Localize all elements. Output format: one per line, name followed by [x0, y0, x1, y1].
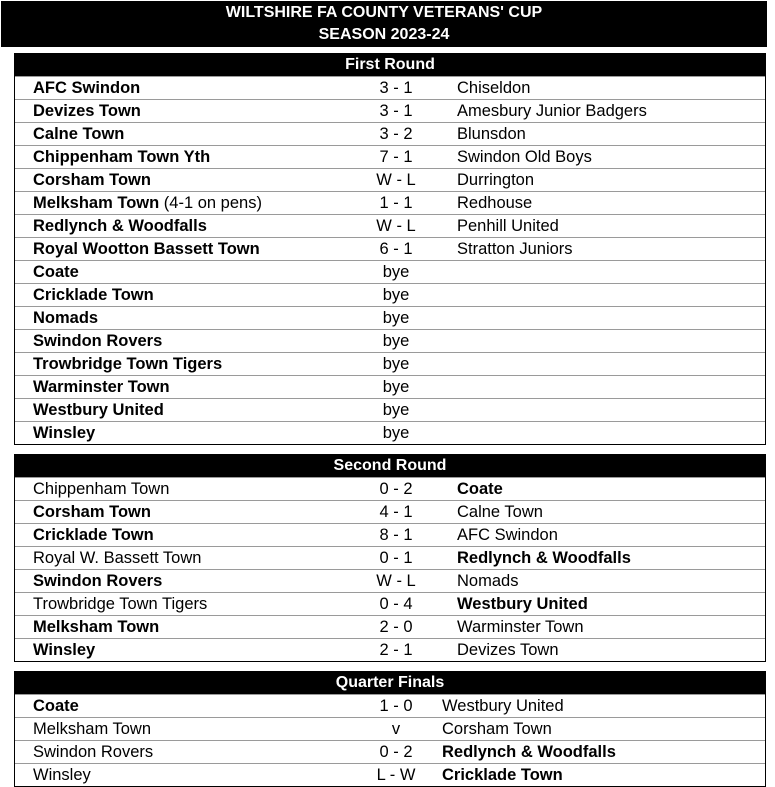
match-score: 3 - 1 [379, 102, 413, 120]
match-score: W - L [376, 171, 416, 189]
match-row [15, 421, 765, 444]
home-team [33, 261, 79, 283]
away-team: Blunsdon [457, 125, 526, 143]
home-team [33, 616, 159, 638]
home-team [33, 77, 140, 99]
match-row [15, 375, 765, 398]
match-score: v [391, 720, 401, 738]
away-team: Coate [457, 480, 503, 498]
match-score: 0 - 2 [379, 743, 413, 761]
away-team: AFC Swindon [457, 526, 558, 544]
page-title [1, 1, 767, 47]
match-score: 0 - 4 [379, 595, 413, 613]
away-team: Westbury United [457, 595, 588, 613]
match-row [15, 145, 765, 168]
away-team: Penhill United [457, 217, 559, 235]
away-team: Redhouse [457, 194, 533, 212]
home-team [33, 307, 98, 329]
home-team [33, 238, 260, 260]
match-score: bye [382, 332, 410, 350]
home-team [33, 593, 207, 615]
home-team-name: Corsham Town [33, 503, 151, 521]
home-team-name: Corsham Town [33, 171, 151, 189]
first-round-table [14, 53, 766, 445]
match-row [15, 694, 765, 717]
home-team-name: Devizes Town [33, 102, 141, 120]
match-row [15, 398, 765, 421]
match-row [15, 329, 765, 352]
home-team-name: Chippenham Town [33, 480, 170, 498]
match-score: bye [382, 355, 410, 373]
second-round-table [14, 454, 766, 662]
home-team-name: AFC Swindon [33, 79, 141, 97]
match-row [15, 260, 765, 283]
away-team: Stratton Juniors [457, 240, 573, 258]
match-row [15, 638, 765, 661]
home-team [33, 284, 154, 306]
match-score: bye [382, 286, 410, 304]
home-team [33, 570, 162, 592]
match-score: 2 - 1 [379, 641, 413, 659]
away-team: Durrington [457, 171, 535, 189]
home-team-name: Chippenham Town Yth [33, 148, 211, 166]
home-team [33, 330, 162, 352]
match-score: bye [382, 309, 410, 327]
match-row [15, 615, 765, 638]
away-team: Corsham Town [442, 720, 552, 738]
match-score: 1 - 1 [379, 194, 413, 212]
match-score: W - L [376, 217, 416, 235]
home-team-name: Melksham Town [33, 720, 151, 738]
match-score: 3 - 2 [379, 125, 413, 143]
match-row [15, 76, 765, 99]
second-round-heading: Second Round [15, 455, 765, 477]
match-score: bye [382, 401, 410, 419]
home-team-name: Winsley [33, 766, 91, 784]
match-row [15, 99, 765, 122]
match-row [15, 168, 765, 191]
home-team [33, 764, 91, 786]
home-team [33, 146, 210, 168]
home-team [33, 422, 95, 444]
home-team-name: Royal Wootton Bassett Town [33, 240, 260, 258]
match-row [15, 283, 765, 306]
home-team-name: Winsley [33, 641, 96, 659]
home-team [33, 376, 170, 398]
quarter-finals-table [14, 671, 766, 787]
home-team-name: Winsley [33, 424, 96, 442]
home-team-name: Royal W. Bassett Town [33, 549, 202, 567]
away-team: Nomads [457, 572, 519, 590]
away-team: Warminster Town [457, 618, 584, 636]
home-team-name: Melksham Town [33, 618, 160, 636]
match-score: 0 - 1 [379, 549, 413, 567]
match-score: L - W [376, 766, 416, 784]
match-row [15, 546, 765, 569]
match-row [15, 569, 765, 592]
title-line-2: SEASON 2023-24 [318, 26, 450, 43]
home-team-name: Cricklade Town [33, 526, 154, 544]
match-score: 1 - 0 [379, 697, 413, 715]
match-row [15, 191, 765, 214]
home-team [33, 215, 207, 237]
away-team: Calne Town [457, 503, 543, 521]
match-score: bye [382, 378, 410, 396]
home-team [33, 478, 169, 500]
match-score: 6 - 1 [379, 240, 413, 258]
match-score: bye [382, 263, 410, 281]
home-team-name: Warminster Town [33, 378, 170, 396]
match-row [15, 477, 765, 500]
quarter-finals-heading: Quarter Finals [15, 672, 765, 694]
match-row [15, 523, 765, 546]
home-team-name: Coate [33, 263, 79, 281]
home-team [33, 100, 141, 122]
away-team: Chiseldon [457, 79, 531, 97]
home-team [33, 169, 151, 191]
penalty-note: (4-1 on pens) [159, 194, 262, 212]
home-team-name: Cricklade Town [33, 286, 154, 304]
away-team: Swindon Old Boys [457, 148, 592, 166]
home-team-name: Melksham Town [33, 194, 160, 212]
home-team [33, 695, 79, 717]
home-team [33, 547, 201, 569]
away-team: Amesbury Junior Badgers [457, 102, 647, 120]
match-score: bye [382, 424, 410, 442]
match-score: 2 - 0 [379, 618, 413, 636]
away-team: Redlynch & Woodfalls [442, 743, 616, 761]
first-round-heading: First Round [15, 54, 765, 76]
home-team-name: Calne Town [33, 125, 125, 143]
match-row [15, 500, 765, 523]
home-team [33, 718, 151, 740]
match-row [15, 592, 765, 615]
match-score: W - L [376, 572, 416, 590]
match-row [15, 763, 765, 786]
home-team-name: Westbury United [33, 401, 164, 419]
home-team [33, 501, 151, 523]
match-score: 8 - 1 [379, 526, 413, 544]
home-team [33, 353, 222, 375]
match-row [15, 717, 765, 740]
home-team-name: Swindon Rovers [33, 332, 163, 350]
home-team [33, 399, 164, 421]
match-row [15, 740, 765, 763]
match-row [15, 122, 765, 145]
home-team [33, 524, 154, 546]
home-team [33, 639, 95, 661]
home-team-name: Swindon Rovers [33, 572, 163, 590]
match-row [15, 306, 765, 329]
match-score: 7 - 1 [379, 148, 413, 166]
match-row [15, 214, 765, 237]
match-score: 0 - 2 [379, 480, 413, 498]
home-team-name: Redlynch & Woodfalls [33, 217, 207, 235]
home-team-name: Nomads [33, 309, 99, 327]
match-row [15, 352, 765, 375]
home-team [33, 192, 262, 214]
away-team: Redlynch & Woodfalls [457, 549, 631, 567]
home-team-name: Trowbridge Town Tigers [33, 355, 223, 373]
home-team-name: Trowbridge Town Tigers [33, 595, 208, 613]
title-line-1: WILTSHIRE FA COUNTY VETERANS' CUP [225, 4, 543, 21]
match-score: 3 - 1 [379, 79, 413, 97]
home-team-name: Swindon Rovers [33, 743, 154, 761]
away-team: Cricklade Town [442, 766, 563, 784]
home-team-name: Coate [33, 697, 79, 715]
match-score: 4 - 1 [379, 503, 413, 521]
home-team [33, 123, 124, 145]
home-team [33, 741, 153, 763]
away-team: Devizes Town [457, 641, 559, 659]
match-row [15, 237, 765, 260]
away-team: Westbury United [442, 697, 564, 715]
